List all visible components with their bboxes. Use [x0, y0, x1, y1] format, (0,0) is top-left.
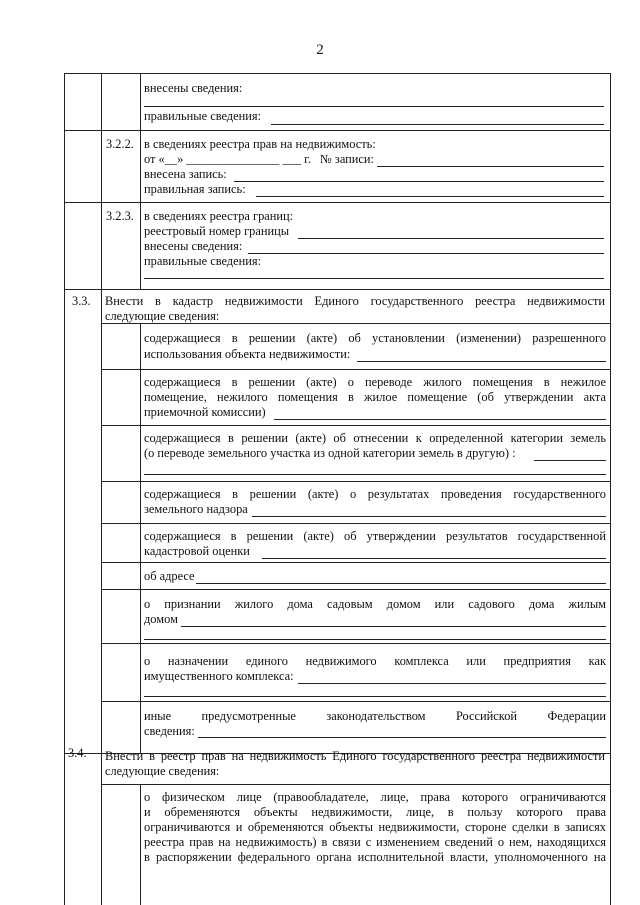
fill-line[interactable] [274, 419, 606, 420]
row-separator [101, 643, 611, 644]
form-table [64, 73, 611, 905]
section-number: 3.4. [68, 746, 87, 760]
item-text: (о переводе земельного участка из одной категории земель в другую) : [144, 446, 516, 460]
item-text: и обременяются объекты недвижимости, лице, в пользу которого права [144, 805, 606, 819]
fill-line[interactable] [144, 106, 604, 107]
row-separator [101, 481, 611, 482]
row-separator [64, 202, 611, 203]
section-number: 3.2.2. [106, 137, 134, 151]
fill-line[interactable] [234, 181, 604, 182]
table-divider-2-top [140, 73, 141, 289]
section-heading-line: следующие сведения: [105, 764, 220, 778]
item-text: домом [144, 612, 178, 626]
item-text: содержащиеся в решении (акте) об установлении (изменении) разрешенного [144, 331, 606, 345]
table-divider-2-bottom [140, 784, 141, 905]
fill-line[interactable] [144, 639, 606, 640]
item-text: использования объекта недвижимости: [144, 347, 351, 361]
fill-line[interactable] [144, 278, 604, 279]
label-inserted-record: внесена запись: [144, 167, 227, 181]
item-text: кадастровой оценки [144, 544, 250, 558]
fill-line[interactable] [196, 583, 606, 584]
item-text: земельного надзора [144, 502, 248, 516]
fill-line[interactable] [271, 124, 604, 125]
table-divider-1 [101, 73, 102, 905]
label-inserted-info: внесены сведения: [144, 239, 243, 253]
row-separator [101, 425, 611, 426]
label-correct-info: правильные сведения: [144, 254, 262, 268]
table-divider-2-mid [140, 323, 141, 753]
fill-line[interactable] [144, 474, 606, 475]
item-text: сведения: [144, 724, 195, 738]
section-title: в сведениях реестра прав на недвижимость: [144, 137, 376, 151]
item-text: о назначении единого недвижимого комплекса или предприятия как [144, 654, 606, 668]
row-separator [101, 562, 611, 563]
row-separator [64, 130, 611, 131]
fill-line[interactable] [298, 238, 604, 239]
fill-line[interactable] [256, 196, 604, 197]
item-text: реестра прав на недвижимость) в связи с изменением сведений о нем, находящихся [144, 835, 606, 849]
item-text: имущественного комплекса: [144, 669, 294, 683]
item-text: содержащиеся в решении (акте) об утверждении результатов государственной [144, 529, 606, 543]
row-separator [101, 784, 611, 785]
fill-line[interactable] [298, 683, 606, 684]
table-border-top [64, 73, 611, 74]
row-separator [101, 523, 611, 524]
section-heading-line: Внести в кадастр недвижимости Единого государственного реестра недвижимости [105, 294, 605, 308]
row-separator [101, 589, 611, 590]
fill-line[interactable] [252, 516, 606, 517]
fill-line[interactable] [377, 166, 604, 167]
label-border-number: реестровый номер границы [144, 224, 290, 238]
section-number: 3.2.3. [106, 209, 134, 223]
table-border-right [610, 73, 611, 905]
label-correct-info: правильные сведения: [144, 109, 262, 123]
fill-line[interactable] [248, 253, 604, 254]
record-date-field: от «__» _______________ ___ г. [144, 152, 311, 166]
section-heading-line: Внести в реестр прав на недвижимость Единого государственного реестра недвижимости [105, 749, 605, 763]
label-correct-record: правильная запись: [144, 182, 246, 196]
section-heading-line: следующие сведения: [105, 309, 220, 323]
table-border-left [64, 73, 65, 905]
item-text: содержащиеся в решении (акте) об отнесении к определенной категории земель [144, 431, 606, 445]
section-number: 3.3. [72, 294, 91, 308]
item-text: в распоряжении федерального органа исполнительной власти, уполномоченного на [144, 850, 606, 864]
item-text: содержащиеся в решении (акте) о переводе жилого помещения в нежилое [144, 375, 606, 389]
section-title: в сведениях реестра границ: [144, 209, 294, 223]
item-text: о признании жилого дома садовым домом или садового дома жилым [144, 597, 606, 611]
fill-line[interactable] [357, 361, 606, 362]
label-inserted-info: внесены сведения: [144, 81, 243, 95]
item-text: приемочной комиссии) [144, 405, 266, 419]
row-separator [101, 701, 611, 702]
item-text: иные предусмотренные законодательством Российской Федерации [144, 709, 606, 723]
record-number-label: № записи: [320, 152, 374, 166]
item-text: об адресе [144, 569, 195, 583]
fill-line[interactable] [144, 696, 606, 697]
fill-line[interactable] [262, 558, 606, 559]
fill-line[interactable] [198, 737, 606, 738]
page-number: 2 [316, 42, 324, 58]
row-separator [101, 369, 611, 370]
item-text: о физическом лице (правообладателе, лице, права которого ограничиваются [144, 790, 606, 804]
fill-line[interactable] [181, 626, 606, 627]
item-text: помещение, нежилого помещения в жилое помещение (об утверждении акта [144, 390, 606, 404]
fill-line[interactable] [534, 460, 606, 461]
row-separator [64, 289, 611, 290]
item-text: содержащиеся в решении (акте) о результатах проведения государственного [144, 487, 606, 501]
item-text: ограничиваются и обременяются объекты недвижимости, стороне сделки в записях [144, 820, 606, 834]
